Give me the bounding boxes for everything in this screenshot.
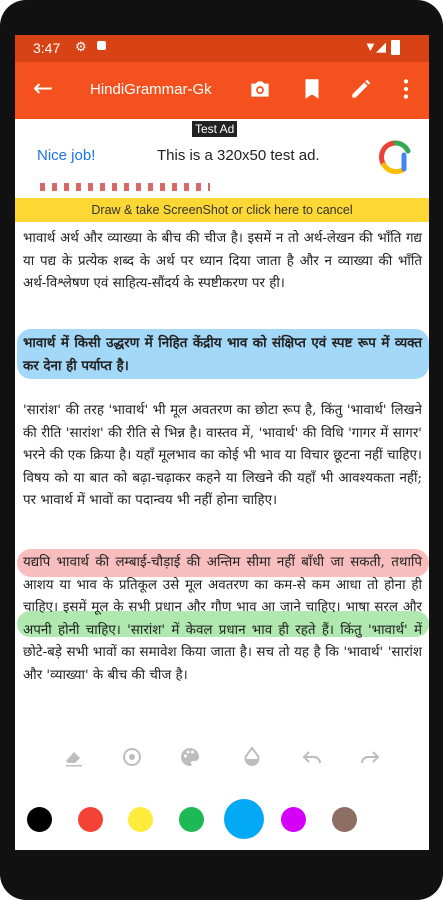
opacity-drop-icon[interactable] [240,745,264,769]
color-swatch-purple[interactable] [281,807,306,832]
more-vert-icon[interactable] [393,76,419,102]
bookmark-icon[interactable] [299,76,325,102]
partial-heading-text [40,183,210,191]
battery-icon [391,40,400,55]
eraser-icon[interactable] [62,745,86,769]
ad-logo-icon [378,139,414,175]
gear-icon: ⚙ [75,39,87,54]
paragraph-4: यद्यपि भावार्थ की लम्बाई-चौड़ाई की अन्तिम सीमा नहीं बाँधी जा सकती, तथापि आशय या भाव के प्रतिकूल उसे मूल अवतरण का कम-से कम आधा तो होना ही चाहिए। इसमें मूल के सभी प्रधान और गौण भाव आ जाने चाहिए। भाषा सरल और अपनी होनी चाहिए। 'सारांश' में केवल प्रधान भाव ही रहते हैं। किंतु 'भावार्थ' में छोटे-बड़े सभी भावों का समावेश किया जाता है। सच तो यह है कि 'भावार्थ' 'सारांश और 'व्याख्या' के बीच की चीज है। [23,555,422,683]
screenshot-banner[interactable]: Draw & take ScreenShot or click here to cancel [15,198,429,222]
palette-icon[interactable] [178,745,202,769]
app-bar [15,62,429,119]
ad-text: This is a 320x50 test ad. [157,147,320,164]
drawing-toolbar [15,735,429,779]
color-swatch-red[interactable] [78,807,103,832]
paragraph-2: भावार्थ में किसी उद्धरण में निहित केंद्रीय भाव को संक्षिप्त एवं स्पष्ट रूप में व्यक्त कर देना ही पर्याप्त है। [23,335,422,374]
color-swatch-brown[interactable] [332,807,357,832]
color-swatch-green[interactable] [179,807,204,832]
article-content [15,222,429,732]
ad-tag: Test Ad [192,121,237,137]
color-swatch-black[interactable] [27,807,52,832]
screen [15,35,429,850]
camera-icon[interactable] [247,76,273,102]
status-time: 3:47 [33,40,61,56]
pencil-icon[interactable] [348,76,374,102]
status-bar [15,35,429,62]
color-swatch-yellow[interactable] [128,807,153,832]
ad-banner[interactable] [15,119,429,191]
color-palette [15,795,429,845]
signal-icon: ◢ [376,39,386,54]
circle-target-icon[interactable] [120,745,144,769]
notification-icon [97,41,106,50]
paragraph-3: 'सारांश' की तरह 'भावार्थ' भी मूल अवतरण का छोटा रूप है, किंतु 'भावार्थ' लिखने की रीति 'सारांश' की रीति से भिन्न है। वास्तव में, 'भावार्थ' की विधि 'गागर में सागर' भरने की एक क्रिया है। यहाँ मूलभाव का कोई भी भाव या विचार छूटना नहीं चाहिए। विषय को या बात को बढ़ा-चढ़ाकर कहने या लिखने की यहाँ भी आवश्यकता नहीं; पर भावार्थ में भावों का पदान्वय भी नहीं होना चाहिए। [23,403,422,508]
paragraph-1: भावार्थ अर्थ और व्याख्या के बीच की चीज है। इसमें न तो अर्थ-लेखन की भाँति गद्य या पद्य के प्रत्येक शब्द के अर्थ पर ध्यान दिया जाता है और न व्याख्या की भाँति अर्थ-विश्लेषण एवं साहित्य-सौंदर्य के स्पष्टीकरण पर ही। [23,231,422,291]
color-swatch-blue-selected[interactable] [224,799,264,839]
ad-nice-job: Nice job! [37,147,96,164]
app-title: HindiGrammar-Gk [90,81,212,98]
back-arrow-icon[interactable]: ← [33,74,54,102]
wifi-icon: ▼ [364,39,377,54]
redo-icon[interactable] [358,745,382,769]
undo-icon[interactable] [300,745,324,769]
